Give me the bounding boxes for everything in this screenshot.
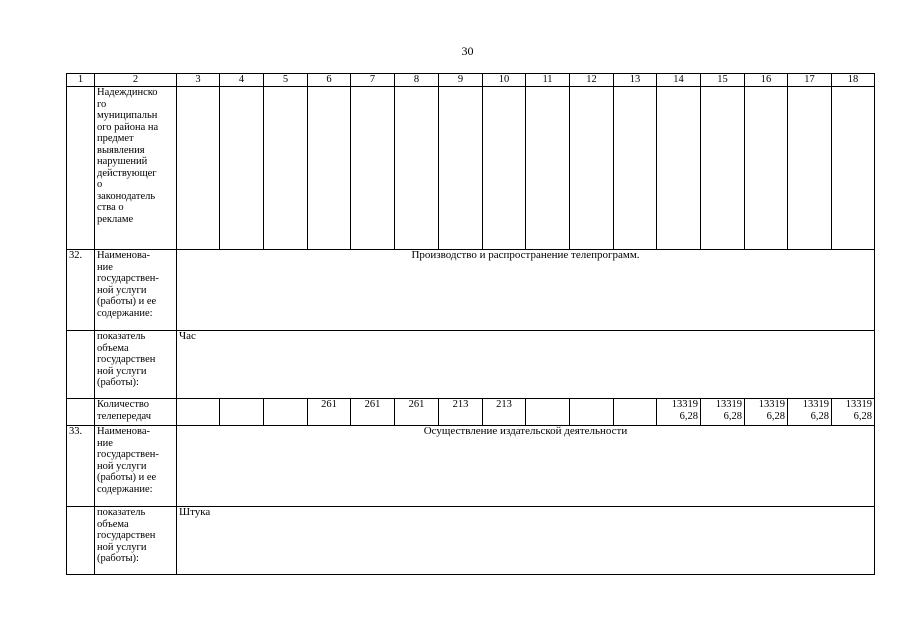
empty-cell [395, 87, 439, 250]
text-line: государствен- [97, 449, 159, 460]
column-header: 2 [95, 74, 177, 87]
text-line: ого района на [97, 121, 159, 133]
text-line: объема [97, 342, 129, 354]
empty-cell [745, 87, 788, 250]
empty-cell [177, 399, 220, 426]
empty-cell [701, 87, 745, 250]
empty-cell [570, 399, 614, 426]
row-description [95, 250, 177, 331]
text-line: о [97, 179, 103, 190]
empty-cell [832, 87, 875, 250]
text-line: (работы): [97, 377, 139, 388]
empty-cell [614, 87, 657, 250]
column-header: 15 [701, 74, 745, 87]
table-row [67, 507, 875, 575]
text-line: показатель [97, 331, 146, 342]
column-header: 12 [570, 74, 614, 87]
text-line: объема [97, 518, 129, 530]
text-line: 6,28 [853, 410, 872, 422]
empty-cell [526, 399, 570, 426]
row-description [95, 399, 177, 426]
column-header: 5 [264, 74, 308, 87]
empty-cell [657, 87, 701, 250]
text-line: (работы): [97, 553, 139, 564]
value-cell: 261 [351, 399, 395, 426]
text-line: 6,28 [766, 410, 785, 422]
text-line: государствен- [97, 273, 159, 284]
text-line: государствен [97, 530, 156, 541]
column-header: 8 [395, 74, 439, 87]
text-line: ной услуги [97, 541, 147, 553]
text-line: Наименова- [97, 426, 151, 437]
empty-cell [351, 87, 395, 250]
table-row [67, 331, 875, 399]
text-line: 13319 [671, 399, 698, 410]
column-header: 11 [526, 74, 570, 87]
text-line: показатель [97, 507, 146, 518]
column-header: 4 [220, 74, 264, 87]
text-line: 13319 [758, 399, 785, 410]
column-header: 14 [657, 74, 701, 87]
value-cell [701, 399, 745, 426]
text-line: содержание: [97, 307, 153, 319]
text-line: ства о [97, 202, 124, 213]
text-line: ной услуги [97, 284, 147, 296]
empty-cell [614, 399, 657, 426]
text-line: 13319 [802, 399, 829, 410]
column-header: 17 [788, 74, 832, 87]
text-line: выявления [97, 144, 145, 156]
table-row [67, 250, 875, 331]
row-description [95, 426, 177, 507]
empty-cell [308, 87, 351, 250]
empty-cell [67, 507, 95, 575]
value-cell: 213 [439, 399, 483, 426]
column-header: 1 [67, 74, 95, 87]
header-row [67, 74, 875, 87]
text-line: законодатель [97, 190, 156, 202]
column-header: 16 [745, 74, 788, 87]
text-line: государствен [97, 354, 156, 365]
column-header: 7 [351, 74, 395, 87]
table-row [67, 426, 875, 507]
row-number: 33. [67, 426, 95, 507]
text-line: телепередач [97, 410, 152, 422]
value-cell [832, 399, 875, 426]
text-line: (работы) и ее [97, 472, 157, 483]
text-line: ние [97, 437, 113, 449]
row-description [95, 331, 177, 399]
column-header: 6 [308, 74, 351, 87]
text-line: Количество [97, 399, 150, 410]
column-header: 3 [177, 74, 220, 87]
service-name-cell: Осуществление издательской деятельности [177, 426, 875, 507]
text-line: нарушений [97, 156, 148, 167]
empty-cell [788, 87, 832, 250]
text-line: ной услуги [97, 365, 147, 377]
empty-cell [220, 399, 264, 426]
text-line: Надеждинско [97, 87, 158, 98]
empty-cell [439, 87, 483, 250]
empty-cell [526, 87, 570, 250]
value-cell [788, 399, 832, 426]
value-cell: 261 [395, 399, 439, 426]
text-line: 6,28 [679, 410, 698, 422]
text-line: рекламе [97, 213, 134, 225]
value-cell: 261 [308, 399, 351, 426]
empty-cell [177, 87, 220, 250]
unit-cell: Штука [177, 507, 875, 575]
empty-cell [264, 399, 308, 426]
text-line: действующег [97, 167, 157, 179]
empty-cell [220, 87, 264, 250]
empty-cell [570, 87, 614, 250]
page-number: 30 [461, 44, 474, 58]
column-header: 9 [439, 74, 483, 87]
text-line: 6,28 [723, 410, 742, 422]
text-line: 6,28 [810, 410, 829, 422]
table-row [67, 87, 875, 250]
text-line: предмет [97, 133, 134, 144]
text-line: содержание: [97, 483, 153, 495]
service-name-cell: Производство и распространение телепрограмм. [177, 250, 875, 331]
table-row [67, 399, 875, 426]
value-cell [745, 399, 788, 426]
column-header: 18 [832, 74, 875, 87]
row-number [67, 87, 95, 250]
text-line: Наименова- [97, 250, 151, 261]
value-cell: 213 [483, 399, 526, 426]
row-number: 32. [67, 250, 95, 331]
row-description [95, 507, 177, 575]
column-header: 13 [614, 74, 657, 87]
text-line: 13319 [845, 399, 872, 410]
column-header: 10 [483, 74, 526, 87]
unit-cell: Час [177, 331, 875, 399]
empty-cell [67, 331, 95, 399]
text-line: ние [97, 261, 113, 273]
text-line: ной услуги [97, 460, 147, 472]
row-description [95, 87, 177, 250]
empty-cell [264, 87, 308, 250]
empty-cell [67, 399, 95, 426]
text-line: (работы) и ее [97, 296, 157, 307]
text-line: 13319 [715, 399, 742, 410]
value-cell [657, 399, 701, 426]
text-line: муниципальн [97, 110, 158, 121]
text-line: го [97, 98, 107, 110]
budget-table [66, 73, 875, 575]
empty-cell [483, 87, 526, 250]
